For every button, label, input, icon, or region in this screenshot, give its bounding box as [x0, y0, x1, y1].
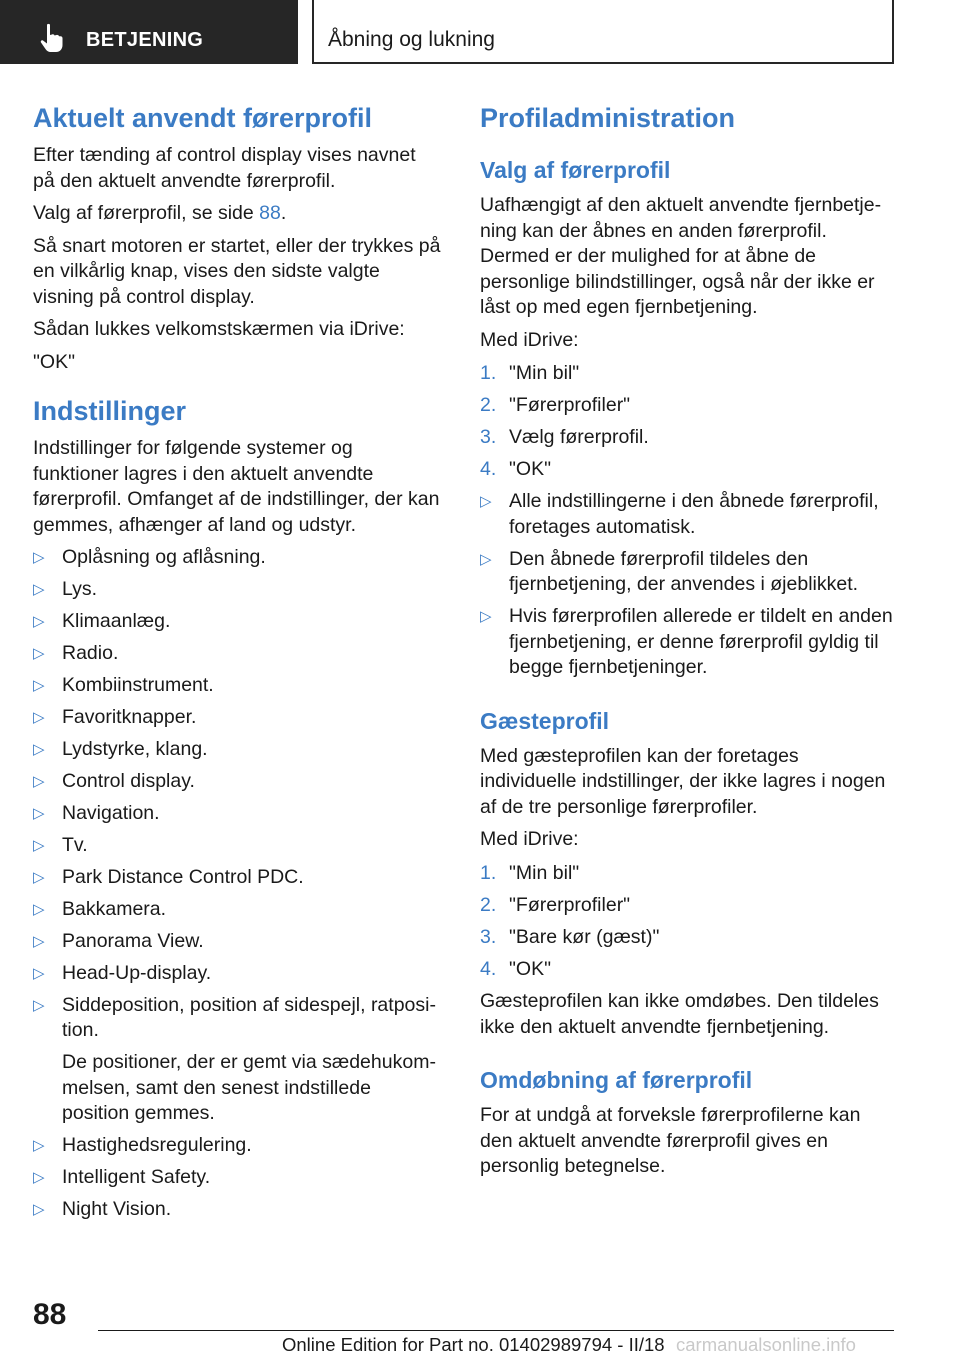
- paragraph: Indstillinger for følgende systemer og funktioner lagres i den aktuelt anvendte førerprofil. Omfanget af de indstillinger, der kan gemmes, afhænger af land og udstyr.: [33, 437, 440, 536]
- steps-list: [480, 361, 898, 483]
- item-text: Hvis førerprofilen allerede er tildelt en anden fjernbetjening, er denne førerprofil gyldig til begge fjernbetjeninger.: [509, 605, 893, 678]
- triangle-bullet-icon: ▷: [33, 612, 45, 630]
- paragraph: Gæsteprofilen kan ikke omdøbes. Den tildeles ikke den aktuelt anvendte fjernbetjening.: [480, 990, 879, 1038]
- step-item: [480, 925, 898, 951]
- step-item: [480, 861, 898, 887]
- step-item: [480, 425, 898, 451]
- page-link[interactable]: 88: [259, 202, 281, 224]
- list-item: [480, 489, 898, 540]
- step-text: "OK": [509, 458, 552, 480]
- list-item: [480, 604, 898, 681]
- list-item: [33, 961, 441, 987]
- item-text: Siddeposition, position af sidespejl, ratposition.: [62, 993, 436, 1041]
- step-item: [480, 957, 898, 983]
- header-section-bar: [0, 0, 298, 64]
- step-item: [480, 893, 898, 919]
- list-item: [33, 1165, 441, 1191]
- paragraph: [33, 201, 441, 227]
- list-item: [33, 673, 441, 699]
- step-text: "Bare kør (gæst)": [509, 925, 660, 948]
- list-item: [33, 545, 441, 571]
- triangle-bullet-icon: ▷: [33, 1201, 45, 1218]
- paragraph: "OK": [33, 350, 76, 373]
- triangle-bullet-icon: ▷: [33, 548, 45, 566]
- heading-settings: Indstillinger: [33, 396, 187, 426]
- step-text: "Min bil": [509, 861, 580, 884]
- triangle-bullet-icon: ▷: [33, 836, 45, 854]
- header-title-box: [312, 0, 894, 64]
- item-text: Radio.: [62, 641, 119, 664]
- footer-edition: Online Edition for Part no. 01402989794 - II/18: [282, 1334, 665, 1355]
- triangle-bullet-icon: ▷: [33, 900, 45, 918]
- list-item: [33, 833, 441, 859]
- paragraph: Så snart motoren er startet, eller der trykkes på en vilkårlig knap, vises den sidste valgte visning på control display.: [33, 234, 441, 308]
- heading-rename-profile: Omdøbning af førerprofil: [480, 1067, 753, 1093]
- list-item: [33, 609, 441, 635]
- step-item: [480, 393, 898, 419]
- heading-select-profile: Valg af førerprofil: [480, 157, 671, 183]
- item-text: Hastighedsregulering.: [62, 1134, 252, 1156]
- step-number: 2.: [480, 394, 497, 416]
- item-text: Control display.: [62, 769, 195, 792]
- text: Valg af førerprofil, se side: [33, 202, 260, 224]
- item-text: Navigation.: [62, 801, 160, 824]
- item-text: Den åbnede førerprofil tildeles den fjernbetjening, der anvendes i øjeblikket.: [509, 547, 859, 595]
- step-number: 3.: [480, 925, 497, 948]
- list-item: [33, 897, 441, 923]
- triangle-bullet-icon: ▷: [33, 996, 45, 1014]
- step-item: [480, 361, 898, 387]
- paragraph: Med gæsteprofilen kan der foretages individuelle indstillinger, der ikke lagres i nogen af de tre personlige førerprofiler.: [480, 744, 886, 818]
- watermark: carmanualsonline.info: [676, 1334, 856, 1355]
- item-text: Tv.: [62, 833, 88, 856]
- list-item: [33, 1133, 441, 1159]
- paragraph: Sådan lukkes velkomstskærmen via iDrive:: [33, 318, 405, 340]
- section-label: BETJENING: [86, 29, 204, 51]
- right-column: [480, 100, 898, 1180]
- notes-list: [480, 489, 898, 681]
- step-number: 2.: [480, 893, 497, 916]
- item-text: Lydstyrke, klang.: [62, 737, 208, 760]
- step-number: 3.: [480, 426, 497, 448]
- list-item: [33, 641, 441, 667]
- paragraph: Efter tænding af control display vises navnet på den aktuelt anvendte førerprofil.: [33, 144, 416, 192]
- step-number: 4.: [480, 957, 497, 980]
- triangle-bullet-icon: ▷: [33, 804, 45, 822]
- triangle-bullet-icon: ▷: [480, 550, 492, 568]
- page-number: 88: [33, 1298, 67, 1331]
- text: .: [280, 202, 287, 224]
- triangle-bullet-icon: ▷: [33, 1137, 45, 1154]
- list-item: [33, 577, 441, 603]
- triangle-bullet-icon: ▷: [33, 964, 45, 982]
- list-item: [33, 705, 441, 731]
- hand-pointer-icon: [38, 23, 66, 53]
- list-item: [480, 547, 898, 598]
- triangle-bullet-icon: ▷: [33, 868, 45, 886]
- item-subtext: De positioner, der er gemt via sædehukommelsen, samt den senest indstillede position gemmes.: [62, 1051, 436, 1124]
- list-item: [33, 737, 441, 763]
- item-text: Bakkamera.: [62, 897, 167, 920]
- step-item: [480, 457, 898, 483]
- triangle-bullet-icon: ▷: [33, 932, 45, 950]
- list-item: [33, 769, 441, 795]
- item-text: Oplåsning og aflåsning.: [62, 545, 266, 568]
- step-number: 1.: [480, 362, 497, 384]
- settings-list: [33, 545, 441, 1223]
- item-text: Night Vision.: [62, 1198, 172, 1220]
- triangle-bullet-icon: ▷: [480, 608, 492, 625]
- step-number: 1.: [480, 861, 497, 884]
- item-text: Head-Up-display.: [62, 961, 212, 984]
- triangle-bullet-icon: ▷: [33, 644, 45, 662]
- list-item: [33, 993, 441, 1127]
- paragraph: Med iDrive:: [480, 828, 579, 850]
- heading-current-profile: Aktuelt anvendt førerprofil: [33, 103, 373, 133]
- item-text: Intelligent Safety.: [62, 1166, 211, 1188]
- triangle-bullet-icon: ▷: [33, 772, 45, 790]
- list-item: [33, 865, 441, 891]
- step-text: "Førerprofiler": [509, 394, 631, 416]
- triangle-bullet-icon: ▷: [33, 1169, 45, 1186]
- heading-profile-admin: Profiladministration: [480, 103, 736, 133]
- step-text: "Førerprofiler": [509, 893, 631, 916]
- list-item: [33, 929, 441, 955]
- item-text: Alle indstillingerne i den åbnede førerprofil, foretages automatisk.: [509, 490, 879, 538]
- item-text: Favoritknapper.: [62, 705, 197, 728]
- paragraph: For at undgå at forveksle førerprofilerne kan den aktuelt anvendte førerprofil gives en personlig betegnelse.: [480, 1104, 861, 1177]
- triangle-bullet-icon: ▷: [480, 493, 492, 510]
- step-text: "OK": [509, 957, 552, 980]
- chapter-title: Åbning og lukning: [328, 28, 495, 51]
- item-text: Panorama View.: [62, 929, 204, 952]
- triangle-bullet-icon: ▷: [33, 580, 45, 598]
- steps-list: [480, 861, 898, 983]
- footer-divider: [98, 1330, 894, 1331]
- step-text: "Min bil": [509, 362, 580, 384]
- item-text: Park Distance Control PDC.: [62, 865, 304, 888]
- paragraph: Uafhængigt af den aktuelt anvendte fjernbetjening kan der åbnes en anden førerprofil. Dermed er der mulighed for at åbne de personlige bilindstillinger, også når der ikke er låst op med egen fjernbetjening.: [480, 194, 882, 318]
- triangle-bullet-icon: ▷: [33, 708, 45, 726]
- heading-guest-profile: Gæsteprofil: [480, 707, 610, 734]
- list-item: [33, 1197, 441, 1223]
- left-column: [33, 100, 441, 1223]
- item-text: Kombiinstrument.: [62, 673, 214, 696]
- list-item: [33, 801, 441, 827]
- step-text: Vælg førerprofil.: [509, 426, 649, 448]
- triangle-bullet-icon: ▷: [33, 676, 45, 694]
- triangle-bullet-icon: ▷: [33, 740, 45, 758]
- paragraph: Med iDrive:: [480, 328, 579, 351]
- item-text: Klimaanlæg.: [62, 609, 171, 632]
- item-text: Lys.: [62, 577, 98, 600]
- step-number: 4.: [480, 458, 497, 480]
